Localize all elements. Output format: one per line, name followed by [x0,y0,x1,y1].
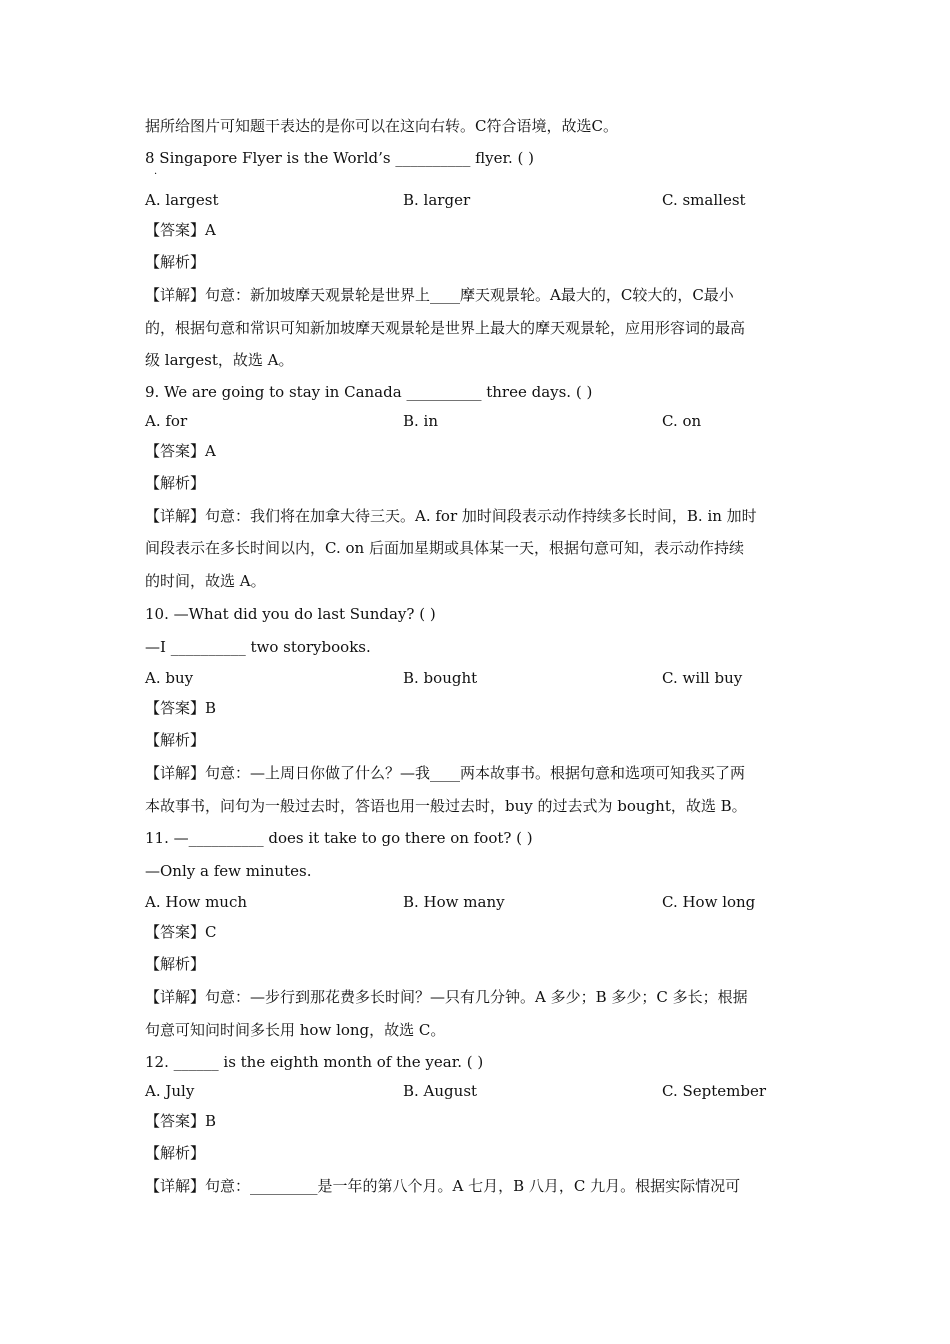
question-9-stem: 9. We are going to stay in Canada __________ three days. ( ) [145,383,593,401]
question-12-detail-line: 【详解】句意：_________是一年的第八个月。A 七月，B 八月，C 九月。根据实际情况可 [145,1177,741,1195]
question-9-option-c: C. on [662,412,702,430]
question-8-answer: 【答案】A [145,221,216,239]
question-11-response: —Only a few minutes. [145,862,312,880]
question-11-option-a: A. How much [145,893,248,911]
question-10-option-c: C. will buy [662,669,743,687]
question-10-option-b: B. bought [403,669,478,687]
question-10-detail-line: 本故事书，问句为一般过去时，答语也用一般过去时，buy 的过去式为 bought，故选 B。 [145,797,747,815]
question-11-detail-line: 【详解】句意：—步行到那花费多长时间？—只有几分钟。A 多少；B 多少；C 多长；根据 [145,988,748,1006]
question-8-option-a: A. largest [145,191,219,209]
question-9-option-b: B. in [403,412,439,430]
intro-text: 据所给图片可知题干表达的是你可以在这向右转。C符合语境，故选C。 [145,117,618,135]
question-12-option-a: A. July [145,1082,195,1100]
question-8-dot: · [154,169,158,180]
question-10-answer: 【答案】B [145,699,217,717]
question-9-analysis: 【解析】 [145,474,206,492]
question-11-option-b: B. How many [403,893,505,911]
question-8-detail-line: 的，根据句意和常识可知新加坡摩天观景轮是世界上最大的摩天观景轮，应用形容词的最高 [145,319,746,337]
question-9-option-a: A. for [145,412,188,430]
question-10-response: —I __________ two storybooks. [145,638,371,656]
question-12-option-c: C. September [662,1082,767,1100]
question-9-answer: 【答案】A [145,442,216,460]
question-12-option-b: B. August [403,1082,478,1100]
question-8-stem: 8 Singapore Flyer is the World’s __________ flyer. ( ) [145,149,535,167]
question-8-analysis: 【解析】 [145,253,206,271]
question-8-option-c: C. smallest [662,191,746,209]
question-10-stem: 10. —What did you do last Sunday? ( ) [145,605,436,623]
question-11-analysis: 【解析】 [145,955,206,973]
question-10-detail-line: 【详解】句意：—上周日你做了什么？—我____两本故事书。根据句意和选项可知我买了两 [145,764,746,782]
question-11-detail-line: 句意可知问时间多长用 how long，故选 C。 [145,1021,446,1039]
question-12-stem: 12. ______ is the eighth month of the year. ( ) [145,1053,484,1071]
question-9-detail-line: 间段表示在多长时间以内，C. on 后面加星期或具体某一天，根据句意可知，表示动作持续 [145,539,744,557]
question-11-stem: 11. —__________ does it take to go there on foot? ( ) [145,829,533,847]
question-12-analysis: 【解析】 [145,1144,206,1162]
question-10-option-a: A. buy [145,669,194,687]
question-8-detail-line: 级 largest，故选 A。 [145,351,294,369]
question-8-detail-line: 【详解】句意：新加坡摩天观景轮是世界上____摩天观景轮。A最大的，C较大的，C最小 [145,286,734,304]
question-10-analysis: 【解析】 [145,731,206,749]
question-9-detail-line: 的时间，故选 A。 [145,572,266,590]
question-11-option-c: C. How long [662,893,756,911]
question-8-option-b: B. larger [403,191,471,209]
question-11-answer: 【答案】C [145,923,217,941]
question-12-answer: 【答案】B [145,1112,217,1130]
question-9-detail-line: 【详解】句意：我们将在加拿大待三天。A. for 加时间段表示动作持续多长时间，B. in 加时 [145,507,757,525]
